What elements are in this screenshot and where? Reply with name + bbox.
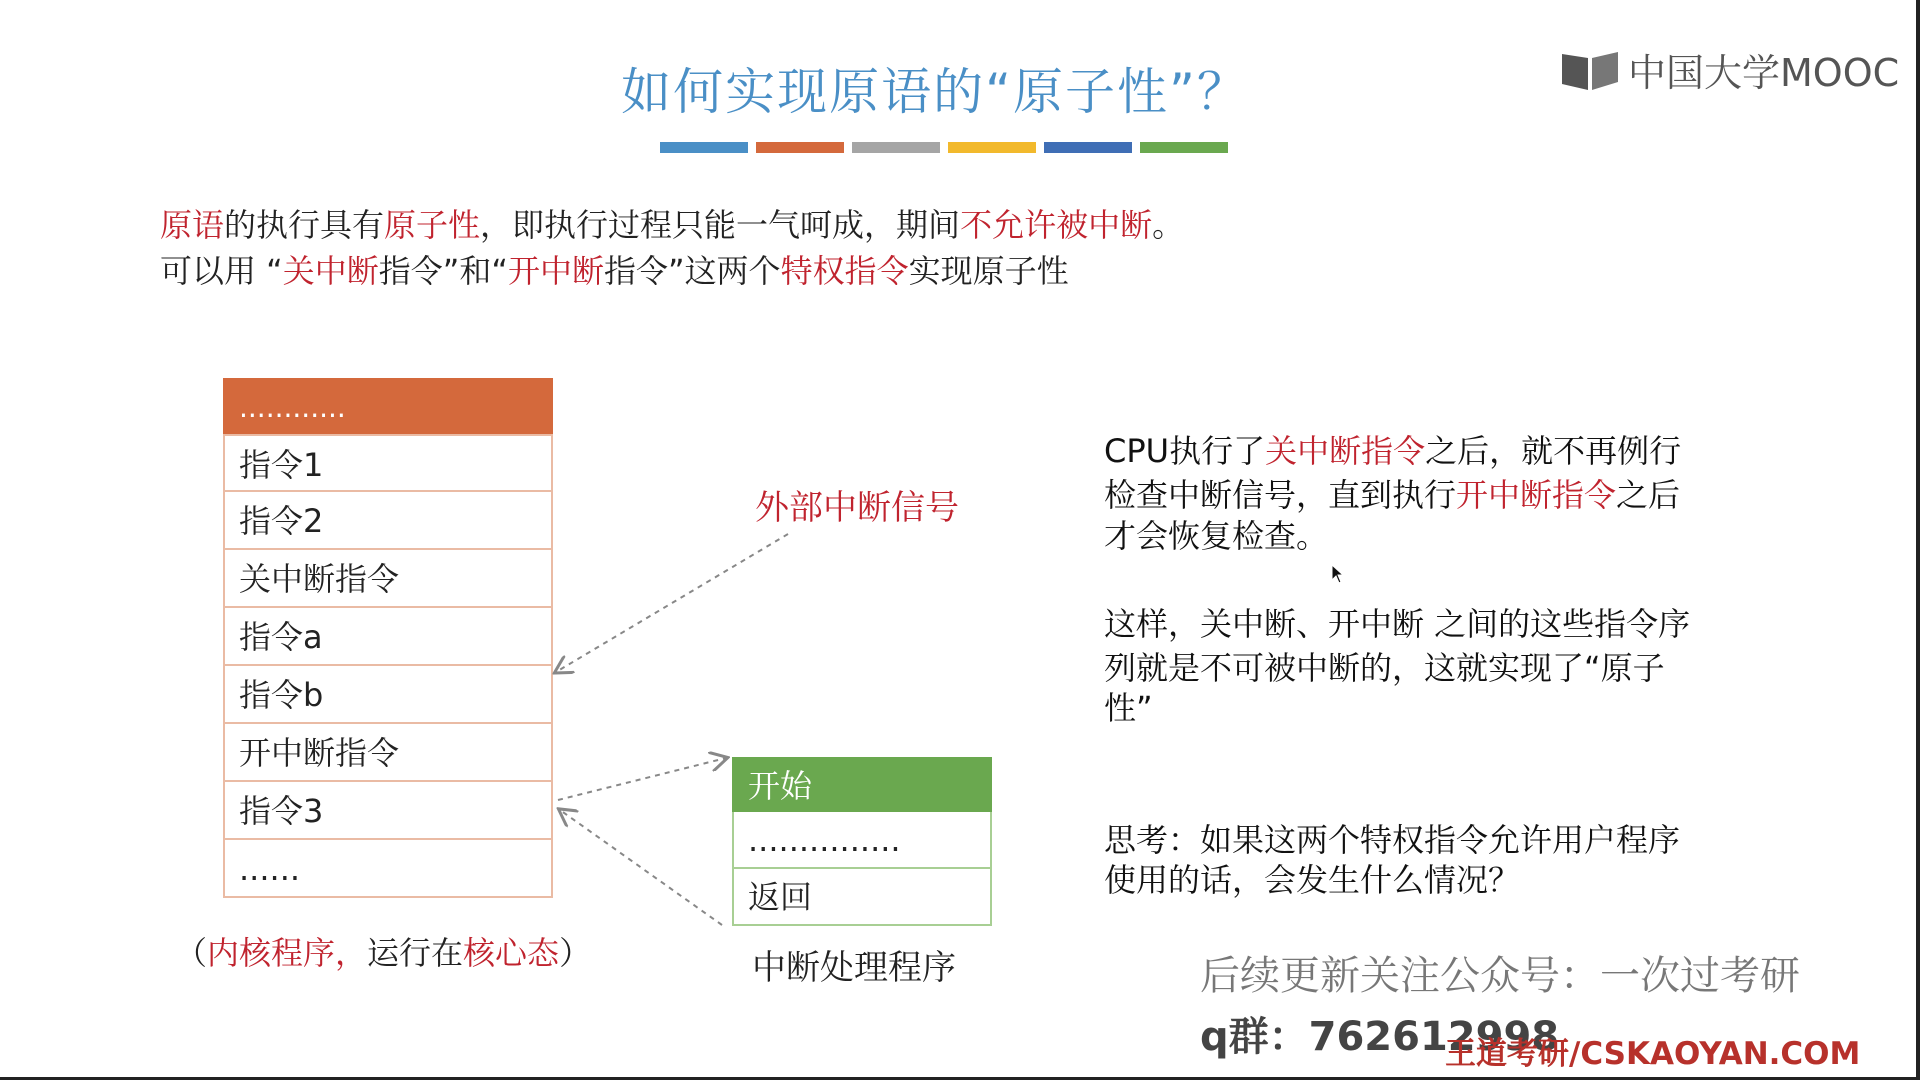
explain-p1-line3: 才会恢复检查。 [1104,517,1329,555]
qq-number: 762612998 [1308,1014,1560,1060]
program-row: 指令b [223,666,553,724]
signal-arrow [556,534,788,672]
explain-p1-line2 [1104,473,1680,517]
handler-row-return: 返回 [732,869,992,926]
title-color-bar [660,142,1228,153]
highlight-text: 原子性 [384,206,481,244]
text-segment: 。 [1152,206,1185,244]
color-bar-segment [948,142,1036,153]
text-segment: 可以用 “ [160,252,283,290]
text-segment: 指令”这两个 [603,252,781,290]
color-bar-segment [1044,142,1132,153]
handler-header: 开始 [732,757,992,812]
color-bar-segment [852,142,940,153]
slide-title: 如何实现原语的“原子性”？ [621,63,1249,121]
color-bar-segment [756,142,844,153]
return-arrow [560,810,722,925]
text-segment: 之后 [1616,476,1681,514]
color-bar-segment [660,142,748,153]
interrupt-handler-box [732,757,992,926]
caption-close: ） [559,934,592,972]
program-row: 指令1 [223,434,553,492]
highlight-text: 不允许被中断 [960,206,1153,244]
program-row: 指令2 [223,492,553,550]
explain-p2-line2: 列就是不可被中断的，这就实现了“原子 [1104,649,1665,687]
explain-p2-line3: 性” [1104,689,1153,727]
mouse-cursor-icon [1331,564,1345,584]
text-segment: 检查中断信号，直到执行 [1104,476,1457,514]
caption-kernel-program: 内核程序， [207,934,368,972]
caption-kernel-mode: 核心态 [463,934,560,972]
highlight-text: 开中断指令 [1456,476,1617,514]
site-watermark: 王道考研/CSKAOYAN.COM [1445,1036,1861,1072]
text-segment: CPU执行了 [1104,432,1266,470]
highlight-text: 开中断 [507,252,604,290]
intro-line-2 [160,246,1069,292]
program-header: ............ [223,378,553,434]
text-segment: 实现原子性 [908,252,1069,290]
mooc-logo [1560,42,1899,97]
logo-text: 中国大学MOOC [1628,51,1900,95]
program-row: 指令3 [223,782,553,840]
caption-runs-in: 运行在 [367,934,464,972]
book-icon [1560,48,1620,92]
program-row: 指令a [223,608,553,666]
color-bar-segment [1140,142,1228,153]
question-line2: 使用的话，会发生什么情况？ [1104,861,1521,899]
qq-label: q群： [1200,1014,1309,1060]
text-segment: 之后，就不再例行 [1425,432,1682,470]
caption-open: （ [175,934,208,972]
intro-line-1 [160,200,1184,246]
text-segment: 的执行具有 [224,206,385,244]
explain-p1-line1 [1104,429,1681,473]
handler-row: ............... [732,812,992,869]
follow-notice: 后续更新关注公众号：一次过考研 [1200,953,1800,999]
highlight-text: 关中断指令 [1265,432,1426,470]
program-row-enable-interrupt: 开中断指令 [223,724,553,782]
question-line1: 思考：如果这两个特权指令允许用户程序 [1104,821,1681,859]
highlight-text: 特权指令 [780,252,909,290]
highlight-text: 原语 [160,206,225,244]
program-row-disable-interrupt: 关中断指令 [223,550,553,608]
text-segment: 指令”和“ [378,252,508,290]
highlight-text: 关中断 [282,252,379,290]
handler-caption: 中断处理程序 [752,948,956,988]
program-row: ...... [223,840,553,898]
text-segment: ，即执行过程只能一气呵成，期间 [480,206,961,244]
explain-p2-line1: 这样，关中断、开中断 之间的这些指令序 [1104,605,1691,643]
external-interrupt-signal-label: 外部中断信号 [755,488,959,528]
kernel-program-box [223,378,553,898]
right-edge [1916,0,1920,1080]
program-caption [175,928,591,974]
to-handler-arrow [558,758,726,800]
